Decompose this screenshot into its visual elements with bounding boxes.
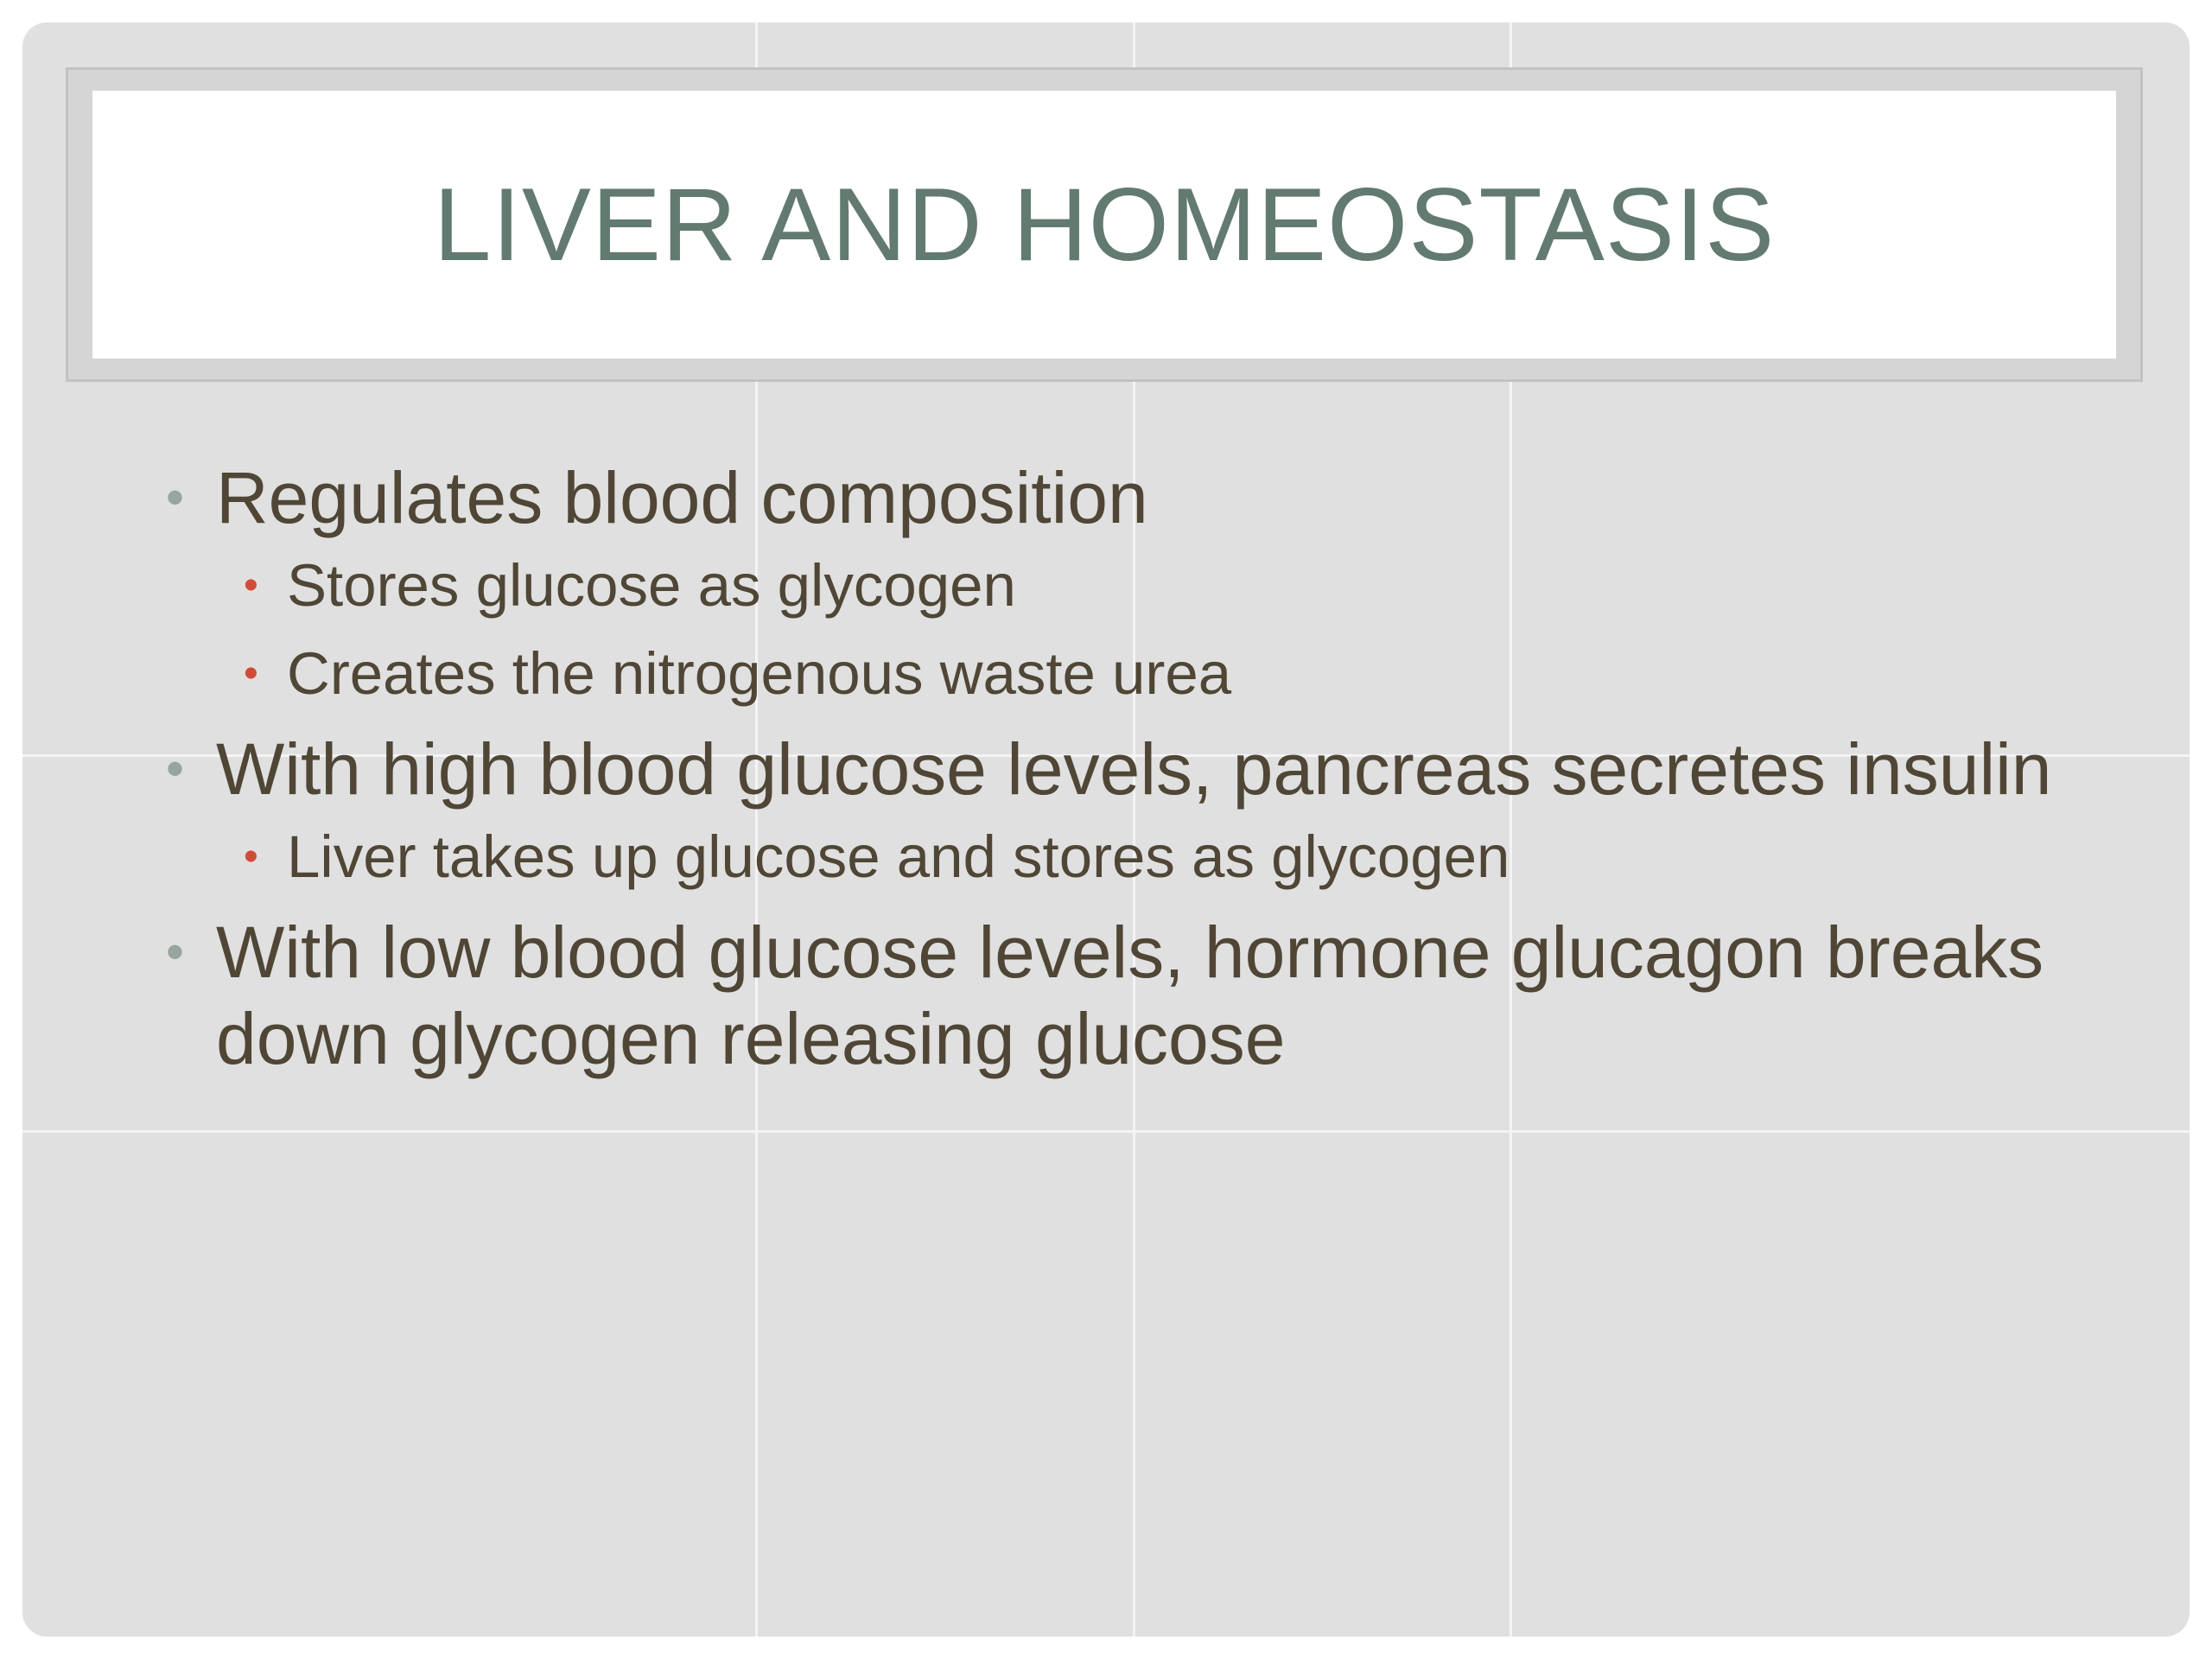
- sub-bullet-item: [161, 550, 2131, 622]
- sub-bullet-text: Creates the nitrogenous waste urea: [287, 640, 1232, 707]
- title-frame: [66, 67, 2143, 382]
- bullet-dot-icon: •: [166, 923, 185, 981]
- title-box: [92, 91, 2116, 359]
- bullet-item: [161, 726, 2131, 812]
- slide-title: LIVER AND HOMEOSTASIS: [433, 167, 1776, 283]
- sub-bullet-dot-icon: •: [244, 834, 258, 880]
- bullet-item: [161, 909, 2131, 1082]
- bullet-text: With low blood glucose levels, hormone glucagon breaks down glycogen releasing glucose: [216, 912, 2044, 1079]
- sub-bullet-text: Stores glucose as glycogen: [287, 552, 1016, 619]
- bullet-dot-icon: •: [166, 468, 185, 526]
- bullet-text: With high blood glucose levels, pancreas secretes insulin: [216, 728, 2052, 810]
- sub-bullet-dot-icon: •: [244, 651, 258, 696]
- sub-bullet-text: Liver takes up glucose and stores as glycogen: [287, 823, 1510, 890]
- slide: [22, 22, 2190, 1637]
- bullet-dot-icon: •: [166, 740, 185, 798]
- sub-bullet-item: [161, 638, 2131, 710]
- bullet-text: Regulates blood composition: [216, 457, 1148, 538]
- sub-bullet-dot-icon: •: [244, 563, 258, 608]
- bullet-item: [161, 454, 2131, 541]
- grid-line: [22, 1130, 2190, 1133]
- slide-body: [161, 454, 2131, 1090]
- sub-bullet-item: [161, 821, 2131, 893]
